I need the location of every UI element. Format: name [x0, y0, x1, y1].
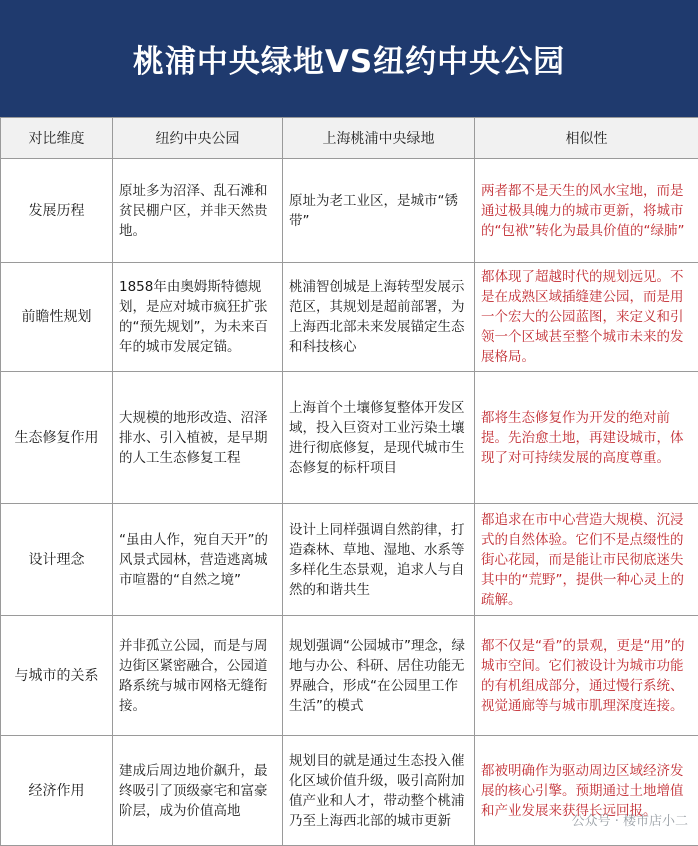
- cell-sh: 规划目的就是通过生态投入催化区域价值升级，吸引高附加值产业和人才，带动整个桃浦乃至上海西北部的城市更新: [283, 736, 475, 846]
- cell-similarity: 两者都不是天生的风水宝地，而是通过极具魄力的城市更新，将城市的“包袱”转化为最具价值的“绿肺”: [475, 159, 698, 263]
- cell-ny: 原址多为沼泽、乱石滩和贫民棚户区，并非天然贵地。: [113, 159, 283, 263]
- cell-similarity: 都不仅是“看”的景观，更是“用”的城市空间。它们被设计为城市功能的有机组成部分，通过慢行系统、视觉通廊等与城市肌理深度连接。: [475, 616, 698, 736]
- header-similarity: 相似性: [475, 118, 698, 159]
- table-row: [1, 372, 698, 504]
- header-dimension: 对比维度: [1, 118, 113, 159]
- cell-similarity: 都体现了超越时代的规划远见。不是在成熟区域插缝建公园，而是用一个宏大的公园蓝图，来定义和引领一个区域甚至整个城市未来的发展格局。: [475, 263, 698, 372]
- cell-similarity: 都被明确作为驱动周边区域经济发展的核心引擎。预期通过土地增值和产业发展来获得长远回报。: [475, 736, 698, 846]
- cell-ny: 大规模的地形改造、沼泽排水、引入植被，是早期的人工生态修复工程: [113, 372, 283, 504]
- table-row: [1, 159, 698, 263]
- cell-dimension: 与城市的关系: [1, 616, 113, 736]
- cell-dimension: 设计理念: [1, 504, 113, 616]
- cell-sh: 设计上同样强调自然韵律，打造森林、草地、湿地、水系等多样化生态景观，追求人与自然的和谐共生: [283, 504, 475, 616]
- table-row: [1, 504, 698, 616]
- header-sh-greenland: 上海桃浦中央绿地: [283, 118, 475, 159]
- table-header-row: [1, 118, 698, 159]
- cell-sh: 规划强调“公园城市”理念，绿地与办公、科研、居住功能无界融合，形成“在公园里工作生活”的模式: [283, 616, 475, 736]
- cell-dimension: 生态修复作用: [1, 372, 113, 504]
- cell-sh: 原址为老工业区，是城市“锈带”: [283, 159, 475, 263]
- cell-sh: 桃浦智创城是上海转型发展示范区，其规划是超前部署，为上海西北部未来发展锚定生态和科技核心: [283, 263, 475, 372]
- cell-ny: 1858年由奥姆斯特德规划，是应对城市疯狂扩张的“预先规划”，为未来百年的城市发展定锚。: [113, 263, 283, 372]
- cell-dimension: 前瞻性规划: [1, 263, 113, 372]
- cell-ny: “虽由人作，宛自天开”的风景式园林，营造逃离城市喧嚣的“自然之境”: [113, 504, 283, 616]
- cell-similarity: 都将生态修复作为开发的绝对前提。先治愈土地，再建设城市，体现了对可持续发展的高度尊重。: [475, 372, 698, 504]
- header-ny-park: 纽约中央公园: [113, 118, 283, 159]
- table-row: [1, 736, 698, 846]
- watermark: 公众号 · 楼市店小二: [572, 810, 688, 829]
- table-row: [1, 616, 698, 736]
- cell-dimension: 发展历程: [1, 159, 113, 263]
- comparison-table: [0, 117, 698, 846]
- cell-ny: 建成后周边地价飙升，最终吸引了顶级豪宅和富豪阶层，成为价值高地: [113, 736, 283, 846]
- cell-ny: 并非孤立公园，而是与周边街区紧密融合，公园道路系统与城市网格无缝衔接。: [113, 616, 283, 736]
- page-title: 桃浦中央绿地VS纽约中央公园: [133, 36, 565, 81]
- cell-sh: 上海首个土壤修复整体开发区域，投入巨资对工业污染土壤进行彻底修复，是现代城市生态修复的标杆项目: [283, 372, 475, 504]
- table-row: [1, 263, 698, 372]
- title-banner: [0, 0, 698, 117]
- cell-dimension: 经济作用: [1, 736, 113, 846]
- cell-similarity: 都追求在市中心营造大规模、沉浸式的自然体验。它们不是点缀性的街心花园，而是能让市民彻底迷失其中的“荒野”，提供一种心灵上的疏解。: [475, 504, 698, 616]
